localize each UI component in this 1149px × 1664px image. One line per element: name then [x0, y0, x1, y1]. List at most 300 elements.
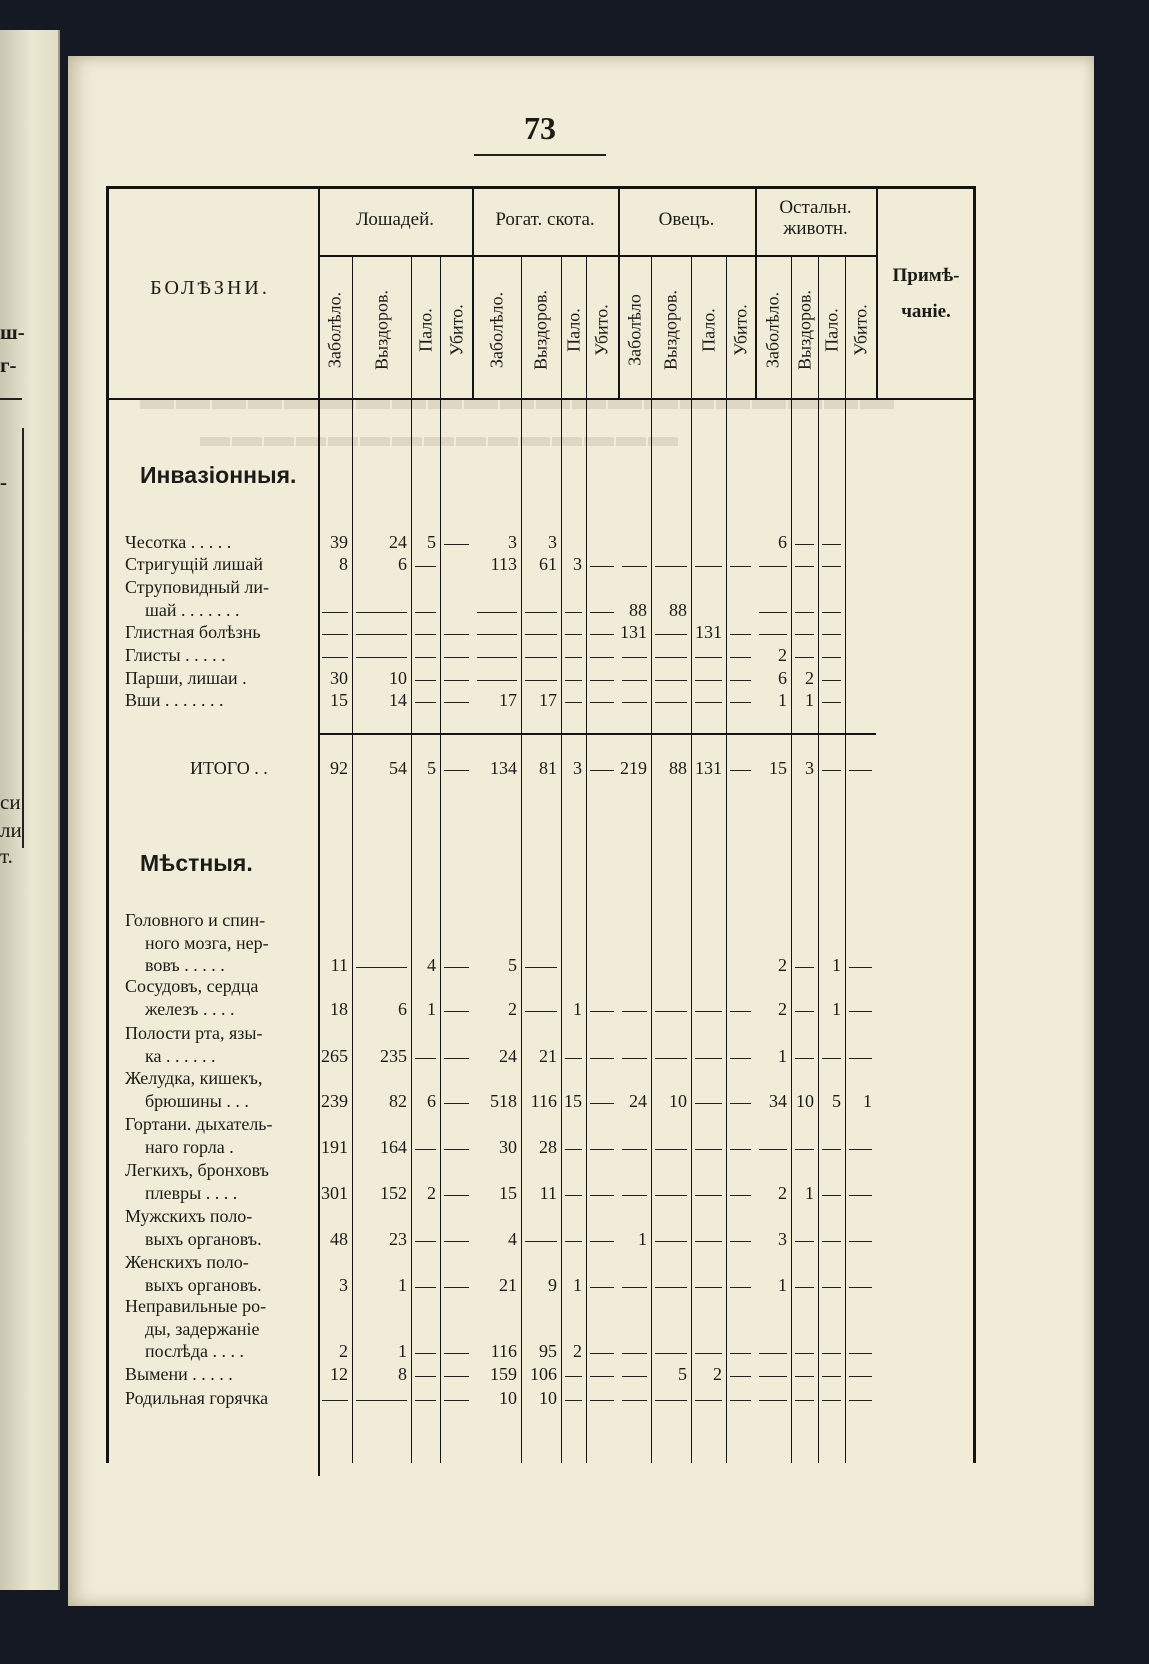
subcolumn-header: Выздоров. — [794, 289, 814, 371]
empty-cell-dash — [849, 1287, 872, 1288]
empty-cell-dash — [695, 657, 722, 658]
subcolumn-header: Убито. — [850, 304, 870, 356]
empty-cell-dash — [795, 1011, 814, 1012]
disease-name: Чесотка . . . . . — [125, 532, 232, 552]
empty-cell-dash — [415, 1287, 436, 1288]
table-cell: 159 — [490, 1364, 517, 1384]
empty-cell-dash — [444, 657, 469, 658]
empty-cell-dash — [695, 1353, 722, 1354]
subcolumn-header: Выздоров. — [530, 289, 551, 371]
empty-cell-dash — [795, 1400, 814, 1401]
table-cell: 23 — [389, 1228, 407, 1249]
column-rule — [586, 398, 587, 1463]
table-cell: 3 — [778, 1228, 787, 1249]
table-cell: 1 — [832, 955, 841, 976]
empty-cell-dash — [477, 657, 517, 658]
empty-cell-dash — [655, 634, 687, 635]
empty-cell-dash — [795, 1376, 814, 1377]
empty-cell-dash — [849, 770, 872, 771]
table-cell: 6 — [398, 998, 407, 1019]
empty-cell-dash — [849, 1376, 872, 1377]
column-rule — [651, 255, 652, 398]
table-cell: 39 — [330, 532, 348, 552]
disease-name: Головного и спин- — [125, 910, 266, 930]
empty-cell-dash — [444, 634, 469, 635]
empty-cell-dash — [525, 967, 557, 968]
column-rule — [411, 255, 412, 398]
empty-cell-dash — [795, 1287, 814, 1288]
disease-name: Глисты . . . . . — [125, 645, 226, 665]
disease-name: Родильная горячка — [125, 1388, 269, 1408]
subcolumn-header: Выздоров. — [660, 289, 681, 371]
empty-cell-dash — [622, 657, 647, 658]
table-cell: 15 — [499, 1182, 517, 1203]
empty-cell-dash — [590, 770, 614, 771]
empty-cell-dash — [565, 1149, 582, 1150]
empty-cell-dash — [565, 612, 582, 613]
empty-cell-dash — [730, 1241, 751, 1242]
table-cell: 131 — [695, 622, 722, 642]
empty-cell-dash — [590, 1241, 614, 1242]
column-rule — [791, 398, 792, 1463]
subcolumn-header: Выздоров. — [371, 289, 391, 371]
table-cell: 3 — [508, 532, 517, 552]
empty-cell-dash — [695, 566, 722, 567]
subcolumn-header: Заболѣло. — [762, 291, 783, 369]
empty-cell-dash — [655, 566, 687, 567]
total-rule — [318, 733, 876, 735]
empty-cell-dash — [415, 1058, 436, 1059]
table-cell: 235 — [380, 1045, 407, 1066]
total-cell: 5 — [427, 758, 436, 778]
disease-name: Глистная болѣзнь — [125, 622, 261, 642]
table-cell: 265 — [321, 1045, 348, 1066]
empty-cell-dash — [565, 1376, 582, 1377]
disease-name: Сосудовъ, сердца — [125, 976, 259, 996]
empty-cell-dash — [322, 657, 348, 658]
empty-cell-dash — [759, 1353, 787, 1354]
column-rule — [411, 398, 412, 1463]
empty-cell-dash — [590, 1353, 614, 1354]
subcolumn-header: Убито. — [446, 304, 466, 356]
total-label: ИТОГО . . — [190, 758, 268, 778]
empty-cell-dash — [565, 657, 582, 658]
empty-cell-dash — [795, 612, 814, 613]
section-heading-invasive: Инвазіонныя. — [140, 462, 297, 488]
empty-cell-dash — [477, 680, 517, 681]
table-cell: 1 — [778, 1045, 787, 1066]
total-cell: 88 — [669, 758, 687, 778]
left-page-edge — [0, 30, 60, 1590]
table-cell: 1 — [805, 1182, 814, 1203]
empty-cell-dash — [622, 680, 647, 681]
page-number-rule — [474, 154, 606, 156]
empty-cell-dash — [795, 1353, 814, 1354]
column-rule — [818, 255, 819, 398]
disease-name: Женскихъ поло- — [125, 1252, 249, 1272]
table-cell: 1 — [778, 1274, 787, 1295]
disease-name: брюшины . . . — [145, 1090, 249, 1111]
subcolumn-header: Заболѣло. — [486, 291, 507, 369]
total-cell: 134 — [490, 758, 517, 778]
table-cell: 301 — [321, 1182, 348, 1203]
disease-name: выхъ органовъ. — [145, 1228, 262, 1249]
empty-cell-dash — [695, 1400, 722, 1401]
empty-cell-dash — [730, 1058, 751, 1059]
empty-cell-dash — [444, 770, 469, 771]
empty-cell-dash — [795, 544, 814, 545]
empty-cell-dash — [356, 967, 407, 968]
empty-cell-dash — [795, 967, 814, 968]
column-rule — [618, 255, 619, 398]
table-cell: 14 — [389, 690, 407, 710]
left-rule — [22, 428, 24, 848]
empty-cell-dash — [759, 1376, 787, 1377]
remarks-column-header: Примѣ- чаніе. — [892, 265, 960, 323]
table-cell: 5 — [508, 955, 517, 976]
empty-cell-dash — [525, 657, 557, 658]
subcolumn-header: Убито. — [730, 304, 750, 356]
disease-name: Полости рта, язы- — [125, 1023, 263, 1043]
table-cell: 10 — [389, 668, 407, 688]
group-header: Остальн. животн. — [779, 197, 852, 239]
empty-cell-dash — [444, 1287, 469, 1288]
table-cell: 1 — [398, 1341, 407, 1362]
empty-cell-dash — [590, 1103, 614, 1104]
subcolumn-header: Убито. — [591, 304, 612, 356]
subcolumn-header: Пало. — [563, 308, 583, 352]
disease-column-header: БОЛѢЗНИ. — [150, 277, 270, 299]
column-rule — [352, 255, 353, 398]
section-heading-local: Мѣстныя. — [140, 850, 253, 876]
empty-cell-dash — [444, 967, 469, 968]
empty-cell-dash — [622, 702, 647, 703]
table-cell: 17 — [499, 690, 517, 710]
empty-cell-dash — [655, 1400, 687, 1401]
page-number: 73 — [524, 110, 556, 146]
empty-cell-dash — [655, 680, 687, 681]
table-cell: 48 — [330, 1228, 348, 1249]
empty-cell-dash — [759, 612, 787, 613]
table-cell: 1 — [805, 690, 814, 710]
empty-cell-dash — [322, 634, 348, 635]
empty-cell-dash — [622, 1149, 647, 1150]
empty-cell-dash — [849, 1149, 872, 1150]
group-header-rule — [318, 255, 876, 257]
empty-cell-dash — [590, 1011, 614, 1012]
total-cell: 81 — [539, 758, 557, 778]
table-cell: 11 — [330, 955, 348, 976]
empty-cell-dash — [730, 1287, 751, 1288]
empty-cell-dash — [849, 1400, 872, 1401]
empty-cell-dash — [590, 1149, 614, 1150]
table-cell: 1 — [427, 998, 436, 1019]
table-cell: 28 — [539, 1136, 557, 1157]
empty-cell-dash — [730, 1011, 751, 1012]
empty-cell-dash — [565, 1241, 582, 1242]
empty-cell-dash — [415, 566, 436, 567]
table-cell: 1 — [573, 998, 582, 1019]
empty-cell-dash — [655, 1241, 687, 1242]
table-cell: 8 — [339, 554, 348, 574]
table-cell: 113 — [490, 554, 517, 574]
empty-cell-dash — [822, 634, 841, 635]
empty-cell-dash — [444, 1376, 469, 1377]
table-cell: 3 — [339, 1274, 348, 1295]
empty-cell-dash — [622, 1376, 647, 1377]
empty-cell-dash — [444, 1011, 469, 1012]
empty-cell-dash — [590, 1195, 614, 1196]
empty-cell-dash — [356, 1400, 407, 1401]
empty-cell-dash — [795, 657, 814, 658]
left-fragment: си — [0, 790, 21, 814]
disease-name: Неправильные ро- — [125, 1296, 267, 1316]
empty-cell-dash — [590, 702, 614, 703]
empty-cell-dash — [590, 612, 614, 613]
table-cell: 191 — [321, 1136, 348, 1157]
empty-cell-dash — [565, 702, 582, 703]
column-rule — [755, 255, 756, 398]
column-rule — [726, 398, 727, 1463]
empty-cell-dash — [795, 566, 814, 567]
table-cell: 518 — [490, 1090, 517, 1111]
empty-cell-dash — [565, 1400, 582, 1401]
empty-cell-dash — [822, 1287, 841, 1288]
column-rule — [691, 255, 692, 398]
empty-cell-dash — [730, 1353, 751, 1354]
empty-cell-dash — [444, 702, 469, 703]
empty-cell-dash — [822, 566, 841, 567]
total-cell: 219 — [620, 758, 647, 778]
empty-cell-dash — [444, 1195, 469, 1196]
table-cell: 2 — [778, 1182, 787, 1203]
table-cell: 2 — [805, 668, 814, 688]
disease-name: Гортани. дыхатель- — [125, 1114, 273, 1134]
table-cell: 6 — [427, 1090, 436, 1111]
table-top-rule — [106, 186, 976, 189]
subcolumn-header: Пало. — [698, 308, 718, 352]
empty-cell-dash — [822, 1400, 841, 1401]
empty-cell-dash — [622, 566, 647, 567]
total-cell: 15 — [769, 758, 787, 778]
empty-cell-dash — [415, 1149, 436, 1150]
empty-cell-dash — [444, 1400, 469, 1401]
disease-name: Желудка, кишекъ, — [125, 1068, 263, 1088]
empty-cell-dash — [730, 680, 751, 681]
table-cell: 4 — [508, 1228, 517, 1249]
total-cell: 3 — [573, 758, 582, 778]
table-cell: 1 — [638, 1228, 647, 1249]
empty-cell-dash — [322, 612, 348, 613]
total-cell: 131 — [695, 758, 722, 778]
empty-cell-dash — [822, 1149, 841, 1150]
table-cell: 10 — [539, 1388, 557, 1408]
total-cell: 54 — [389, 758, 407, 778]
table-cell: 11 — [539, 1182, 557, 1203]
empty-cell-dash — [795, 1241, 814, 1242]
empty-cell-dash — [730, 1195, 751, 1196]
disease-name: железъ . . . . — [145, 998, 235, 1019]
empty-cell-dash — [822, 1353, 841, 1354]
disease-name: наго горла . — [145, 1136, 234, 1157]
table-cell: 6 — [778, 532, 787, 552]
empty-cell-dash — [655, 1058, 687, 1059]
disease-name: ка . . . . . . — [145, 1045, 216, 1066]
disease-name: выхъ органовъ. — [145, 1274, 262, 1295]
table-cell: 116 — [490, 1341, 517, 1362]
empty-cell-dash — [849, 1241, 872, 1242]
column-rule — [726, 255, 727, 398]
table-cell: 30 — [499, 1136, 517, 1157]
empty-cell-dash — [590, 566, 614, 567]
group-header: Рогат. скота. — [495, 209, 595, 230]
column-rule — [651, 398, 652, 1463]
empty-cell-dash — [822, 1058, 841, 1059]
empty-cell-dash — [759, 1149, 787, 1150]
empty-cell-dash — [795, 1149, 814, 1150]
empty-cell-dash — [822, 1195, 841, 1196]
empty-cell-dash — [525, 680, 557, 681]
column-rule — [440, 398, 441, 1463]
column-rule — [818, 398, 819, 1463]
empty-cell-dash — [415, 1400, 436, 1401]
column-rule — [561, 255, 562, 398]
column-rule — [440, 255, 441, 398]
empty-cell-dash — [759, 566, 787, 567]
table-cell: 24 — [629, 1090, 647, 1111]
table-cell: 1 — [832, 998, 841, 1019]
column-rule — [473, 255, 474, 398]
empty-cell-dash — [822, 612, 841, 613]
empty-cell-dash — [415, 1353, 436, 1354]
empty-cell-dash — [415, 1241, 436, 1242]
table-cell: 10 — [796, 1090, 814, 1111]
empty-cell-dash — [759, 634, 787, 635]
table-cell: 152 — [380, 1182, 407, 1203]
disease-name: Легкихъ, бронховъ — [125, 1160, 269, 1180]
table-cell: 2 — [778, 998, 787, 1019]
disease-name: ды, задержаніе — [145, 1318, 260, 1339]
empty-cell-dash — [655, 1149, 687, 1150]
empty-cell-dash — [695, 1195, 722, 1196]
table-cell: 95 — [539, 1341, 557, 1362]
table-cell: 6 — [398, 554, 407, 574]
empty-cell-dash — [590, 1058, 614, 1059]
empty-cell-dash — [695, 680, 722, 681]
left-rule — [0, 398, 22, 400]
empty-cell-dash — [565, 634, 582, 635]
table-cell: 2 — [778, 645, 787, 665]
empty-cell-dash — [695, 1058, 722, 1059]
table-cell: 88 — [669, 599, 687, 620]
disease-name: вовъ . . . . . — [145, 955, 225, 976]
empty-cell-dash — [590, 680, 614, 681]
empty-cell-dash — [730, 1400, 751, 1401]
empty-cell-dash — [525, 612, 557, 613]
group-header: Лошадей. — [356, 209, 434, 230]
empty-cell-dash — [849, 967, 872, 968]
empty-cell-dash — [622, 1400, 647, 1401]
subcolumn-header: Пало. — [821, 308, 841, 352]
left-fragment: - — [0, 470, 7, 494]
left-fragment: г- — [0, 353, 17, 377]
empty-cell-dash — [730, 1376, 751, 1377]
table-cell: 30 — [330, 668, 348, 688]
empty-cell-dash — [477, 612, 517, 613]
empty-cell-dash — [415, 680, 436, 681]
column-rule — [691, 398, 692, 1463]
table-cell: 4 — [427, 955, 436, 976]
empty-cell-dash — [444, 1353, 469, 1354]
table-cell: 5 — [678, 1364, 687, 1384]
empty-cell-dash — [759, 1400, 787, 1401]
empty-cell-dash — [730, 1103, 751, 1104]
left-fragment: ш- — [0, 320, 25, 344]
empty-cell-dash — [590, 634, 614, 635]
table-cell: 2 — [339, 1341, 348, 1362]
column-rule — [791, 255, 792, 398]
empty-cell-dash — [525, 634, 557, 635]
empty-cell-dash — [822, 544, 841, 545]
empty-cell-dash — [655, 657, 687, 658]
table-cell: 3 — [548, 532, 557, 552]
empty-cell-dash — [655, 1287, 687, 1288]
disease-name: Мужскихъ поло- — [125, 1206, 253, 1226]
empty-cell-dash — [822, 657, 841, 658]
table-cell: 82 — [389, 1090, 407, 1111]
empty-cell-dash — [415, 702, 436, 703]
empty-cell-dash — [622, 1353, 647, 1354]
table-cell: 116 — [530, 1090, 557, 1111]
empty-cell-dash — [622, 1287, 647, 1288]
empty-cell-dash — [730, 770, 751, 771]
empty-cell-dash — [695, 1287, 722, 1288]
empty-cell-dash — [444, 1241, 469, 1242]
table-right-rule — [973, 186, 976, 1463]
empty-cell-dash — [822, 770, 841, 771]
empty-cell-dash — [695, 1011, 722, 1012]
empty-cell-dash — [415, 1376, 436, 1377]
empty-cell-dash — [415, 634, 436, 635]
empty-cell-dash — [525, 1011, 557, 1012]
empty-cell-dash — [695, 1241, 722, 1242]
empty-cell-dash — [849, 1011, 872, 1012]
table-cell: 17 — [539, 690, 557, 710]
column-rule — [586, 255, 587, 398]
table-cell: 61 — [539, 554, 557, 574]
table-left-rule — [106, 186, 109, 1463]
left-fragment: т. — [0, 844, 13, 868]
group-header: Овецъ. — [658, 209, 715, 230]
empty-cell-dash — [444, 680, 469, 681]
empty-cell-dash — [590, 1400, 614, 1401]
empty-cell-dash — [795, 634, 814, 635]
disease-name: Вши . . . . . . . — [125, 690, 224, 710]
empty-cell-dash — [622, 1195, 647, 1196]
left-fragment: ли — [0, 818, 22, 842]
empty-cell-dash — [356, 612, 407, 613]
empty-cell-dash — [849, 1195, 872, 1196]
empty-cell-dash — [730, 634, 751, 635]
empty-cell-dash — [565, 1058, 582, 1059]
empty-cell-dash — [415, 657, 436, 658]
empty-cell-dash — [822, 702, 841, 703]
empty-cell-dash — [849, 1353, 872, 1354]
table-cell: 15 — [564, 1090, 582, 1111]
empty-cell-dash — [730, 657, 751, 658]
table-cell: 106 — [530, 1364, 557, 1384]
table-cell: 5 — [427, 532, 436, 552]
